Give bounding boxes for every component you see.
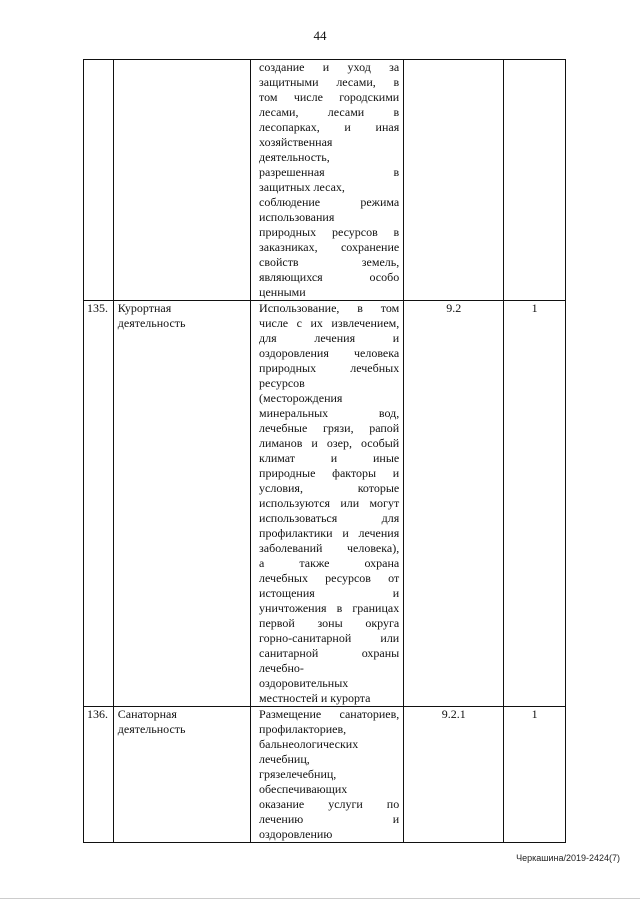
description-line: ценными (259, 285, 306, 299)
description-line: профилактики и лечения (259, 526, 400, 540)
classifier-code-cell: 9.2.1 (404, 707, 504, 843)
quantity-cell: 1 (504, 301, 566, 707)
description-line: горно-санитарной или (259, 631, 400, 645)
activity-name-cell (113, 707, 250, 843)
table-row (84, 60, 566, 301)
description-line: заболеваний человека), (259, 541, 400, 555)
description-line: использования (259, 210, 335, 224)
description-line: климат и иные (259, 451, 400, 465)
description-line: санитарной охраны (259, 646, 400, 660)
quantity-cell (504, 60, 566, 301)
description-line: лиманов и озер, особый (259, 436, 400, 450)
description-line: лесопарках, и иная (259, 120, 400, 134)
page-bottom-edge (0, 898, 640, 903)
description-line: лечебно- (259, 661, 304, 675)
description-line: обеспечивающих (259, 782, 348, 796)
row-number: 136. (84, 707, 114, 843)
description-line: лечебных ресурсов от (259, 571, 400, 585)
description-line: условия, которые (259, 481, 400, 495)
description-line: используются или могут (259, 496, 400, 510)
description-line: оздоровительных (259, 676, 349, 690)
table-row (84, 707, 566, 843)
activity-name-cell (113, 60, 250, 301)
activity-description-cell (251, 60, 404, 301)
description-line: свойств земель, (259, 255, 400, 269)
description-line: оказание услуги по (259, 797, 400, 811)
description-line: уничтожения в границах (259, 601, 400, 615)
description-line: грязелечебниц, (259, 767, 337, 781)
land-use-table (83, 59, 566, 843)
description-line: создание и уход за (259, 60, 400, 74)
description-line: бальнеологических (259, 737, 359, 751)
activity-name-line: деятельность (117, 722, 186, 736)
description-line: минеральных вод, (259, 406, 400, 420)
description-line: Размещение санаториев, (259, 707, 400, 721)
description-line: заказниках, сохранение (259, 240, 400, 254)
description-line: а также охрана (259, 556, 400, 570)
table-row (84, 301, 566, 707)
description-line: лечебниц, (259, 752, 310, 766)
description-line: хозяйственная (259, 135, 333, 149)
description-line: разрешенная в (259, 165, 400, 179)
row-number: 135. (84, 301, 114, 707)
description-line: оздоровления человека (259, 346, 400, 360)
description-line: деятельность, (259, 150, 330, 164)
description-line: природные факторы и (259, 466, 400, 480)
quantity-cell: 1 (504, 707, 566, 843)
description-line: числе с их извлечением, (259, 316, 400, 330)
description-line: профилакториев, (259, 722, 347, 736)
footer-document-code: Черкашина/2019-2424(7) (516, 853, 620, 863)
description-line: истощения и (259, 586, 400, 600)
description-line: (месторождения (259, 391, 343, 405)
activity-description-cell (251, 301, 404, 707)
row-number (84, 60, 114, 301)
activity-name-cell (113, 301, 250, 707)
description-line: Использование, в том (259, 301, 400, 315)
description-line: защитными лесами, в (259, 75, 400, 89)
description-line: соблюдение режима (259, 195, 400, 209)
description-line: лечению и (259, 812, 400, 826)
description-line: для лечения и (259, 331, 400, 345)
activity-name-line: Курортная (117, 301, 172, 315)
description-line: том числе городскими (259, 90, 400, 104)
description-line: лечебные грязи, рапой (259, 421, 400, 435)
description-line: местностей и курорта (259, 691, 371, 705)
description-line: оздоровлению (259, 827, 333, 841)
description-line: использоваться для (259, 511, 400, 525)
activity-name-line: деятельность (117, 316, 186, 330)
description-line: являющихся особо (259, 270, 400, 284)
description-line: природных лечебных (259, 361, 400, 375)
classifier-code-cell (404, 60, 504, 301)
classifier-code-cell: 9.2 (404, 301, 504, 707)
activity-name-line: Санаторная (117, 707, 177, 721)
page-number: 44 (313, 28, 327, 43)
description-line: первой зоны округа (259, 616, 400, 630)
description-line: ресурсов (259, 376, 305, 390)
description-line: защитных лесах, (259, 180, 345, 194)
activity-description-cell (251, 707, 404, 843)
description-line: лесами, лесами в (259, 105, 400, 119)
description-line: природных ресурсов в (259, 225, 400, 239)
